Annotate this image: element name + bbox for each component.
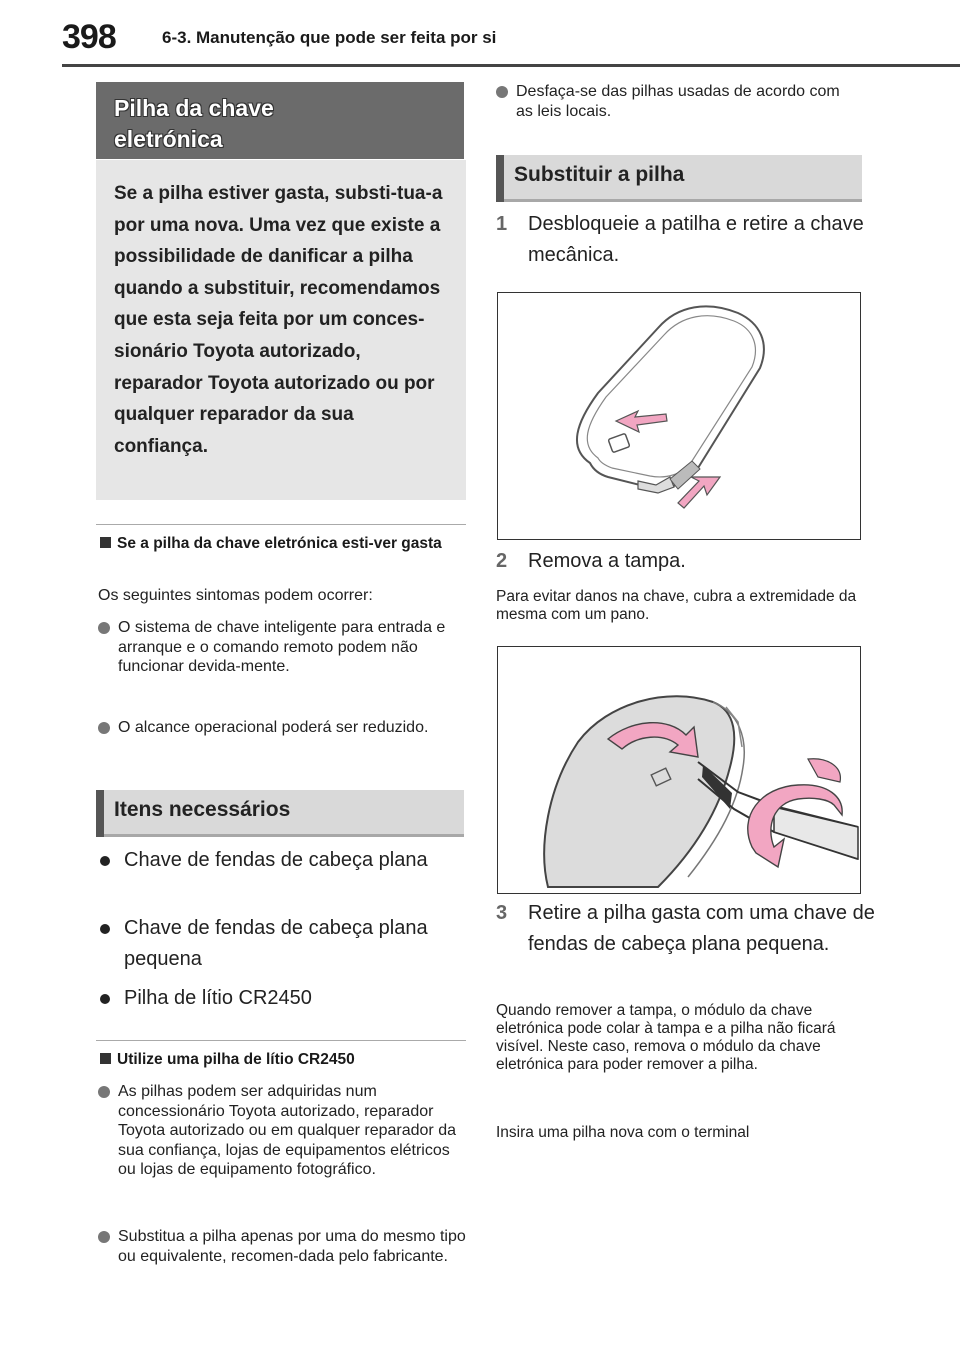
square-bullet-icon: [100, 1053, 111, 1064]
replace-heading-text: Substituir a pilha: [514, 163, 685, 186]
cover-removal-illustration: [498, 647, 860, 893]
list-item: As pilhas podem ser adquiridas num concessionário Toyota autorizado, reparador Toyota autorizado ou em qualquer reparador da sua confiança, lojas de equipamentos elétricos ou lojas de equipamento fotográfico.: [98, 1082, 468, 1180]
divider: [96, 1040, 466, 1041]
section-heading: [96, 82, 464, 159]
section-heading-line2: eletrónica: [114, 126, 223, 152]
list-item: Desfaça-se das pilhas usadas de acordo com as leis locais.: [496, 82, 846, 121]
square-bullet-icon: [100, 537, 111, 548]
items-heading-text: Itens necessários: [114, 798, 291, 821]
intro-box: [96, 160, 466, 500]
chapter-title: 6-3. Manutenção que pode ser feita por si: [162, 28, 497, 47]
section-heading-line1: Pilha da chave: [114, 95, 274, 121]
bullet-icon: [100, 924, 110, 934]
step-number: 2: [496, 550, 508, 572]
divider: [96, 524, 466, 525]
step-3: 3 Retire a pilha gasta com uma chave de fendas de cabeça plana pequena.: [496, 898, 888, 960]
figure-remove-cover: [497, 646, 861, 894]
header-rule: [62, 64, 960, 67]
step-2-note: Para evitar danos na chave, cubra a extremidade da mesma com um pano.: [496, 588, 857, 623]
subheading-cr2450: [100, 1050, 464, 1069]
symptoms-intro: Os seguintes sintomas podem ocorrer:: [98, 587, 373, 604]
subheading-battery-low: [100, 534, 464, 553]
replace-heading: [496, 155, 862, 202]
list-item: O sistema de chave inteligente para entrada e arranque e o comando remoto podem não funcionar devida-mente.: [98, 618, 464, 677]
list-item: O alcance operacional poderá ser reduzido.: [98, 718, 464, 738]
tool-item: Chave de fendas de cabeça plana pequena: [98, 913, 454, 975]
bullet-icon: [100, 994, 110, 1004]
page-number: 398: [62, 18, 116, 56]
step-number: 3: [496, 902, 508, 924]
figure-unlock-key: [497, 292, 861, 540]
bullet-icon: [98, 722, 110, 734]
bullet-icon: [100, 856, 110, 866]
step-number: 1: [496, 213, 508, 235]
tool-item: Pilha de lítio CR2450: [98, 983, 454, 1014]
insert-text: Insira uma pilha nova com o terminal: [496, 1124, 750, 1141]
bullet-icon: [98, 1086, 110, 1098]
bullet-icon: [98, 622, 110, 634]
subheading-text: Utilize uma pilha de lítio CR2450: [117, 1051, 355, 1068]
intro-text: Se a pilha estiver gasta, substi-tua-a por uma nova. Uma vez que existe a possibilidade de danificar a pilha quando a substituir, recomendamos que esta seja feita por um conces-sionário Toyota autorizado, reparador Toyota autorizado ou por qualquer reparador da sua confiança.: [114, 183, 443, 457]
items-heading: [96, 790, 464, 837]
bullet-icon: [496, 86, 508, 98]
subheading-text: Se a pilha da chave eletrónica esti-ver gasta: [117, 535, 442, 552]
tool-item: Chave de fendas de cabeça plana: [98, 845, 454, 876]
bullet-icon: [98, 1231, 110, 1243]
step-1: 1 Desbloqueie a patilha e retire a chave mecânica.: [496, 209, 888, 271]
step-3-note: Quando remover a tampa, o módulo da chave eletrónica pode colar à tampa e a pilha não ficará visível. Neste caso, remova o módulo da chave eletrónica para poder remover a pilha.: [496, 1002, 836, 1073]
list-item: Substitua a pilha apenas por uma do mesmo tipo ou equivalente, recomen-dada pelo fabricante.: [98, 1227, 468, 1266]
step-2: 2 Remova a tampa.: [496, 546, 888, 577]
key-fob-illustration: [498, 293, 860, 539]
